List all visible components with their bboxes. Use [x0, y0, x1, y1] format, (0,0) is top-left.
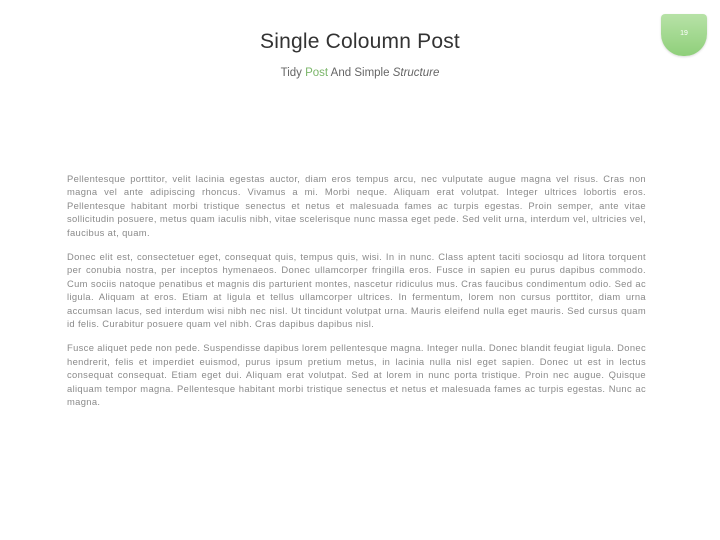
- slide-subtitle: [0, 67, 720, 79]
- subtitle-part1: Tidy: [280, 67, 306, 79]
- slide-title: Single Coloumn Post: [260, 30, 460, 53]
- subtitle-accent: Post: [305, 67, 329, 79]
- subtitle-part2: And Simple: [328, 67, 393, 79]
- body-text: [67, 172, 646, 420]
- paragraph: Fusce aliquet pede non pede. Suspendisse dapibus lorem pellentesque magna. Integer nulla. Donec blandit feugiat ligula. Donec hendrerit, felis et imperdiet euismod, purus ipsum pretium metus, in lacinia nulla nisl eget sapien. Donec ut est in lectus consequat consequat. Etiam eget dui. Aliquam erat volutpat. Sed at lorem in nunc porta tristique. Proin nec augue. Quisque aliquam tempor magna. Pellentesque habitant morbi tristique senectus et netus et malesuada fames ac turpis egestas. Nunc ac magna.: [67, 342, 647, 408]
- subtitle-italic: Structure: [392, 67, 440, 79]
- page-number: 19: [680, 30, 688, 37]
- paragraph: Pellentesque porttitor, velit lacinia egestas auctor, diam eros tempus arcu, nec vulputate augue magna vel risus. Cras non magna vel ante adipiscing rhoncus. Vivamus a mi. Morbi neque. Aliquam erat volutpat. Integer ultrices lobortis eros. Pellentesque habitant morbi tristique senectus et netus et malesuada fames ac turpis egestas. Proin semper, ante vitae sollicitudin posuere, metus quam iaculis nibh, vitae scelerisque nunc massa eget pede. Sed velit urna, interdum vel, ultricies vel, faucibus at, quam.: [67, 173, 646, 238]
- paragraph: Donec elit est, consectetuer eget, consequat quis, tempus quis, wisi. In in nunc. Class aptent taciti sociosqu ad litora torquent per conubia nostra, per inceptos hymenaeos. Donec ullamcorper fringilla eros. Fusce in sapien eu purus dapibus commodo. Cum sociis natoque penatibus et magnis dis parturient montes, nascetur ridiculus mus. Cras faucibus condimentum odio. Sed ac ligula. Aliquam at eros. Etiam at ligula et tellus ullamcorper ultrices. In fermentum, lorem non cursus porttitor, diam urna accumsan lacus, sed interdum wisi nibh nec nisl. Ut tincidunt volutpat urna. Mauris eleifend nulla eget mauris. Sed cursus quam id felis. Curabitur posuere quam vel nibh. Cras dapibus dapibus nisl.: [67, 251, 646, 330]
